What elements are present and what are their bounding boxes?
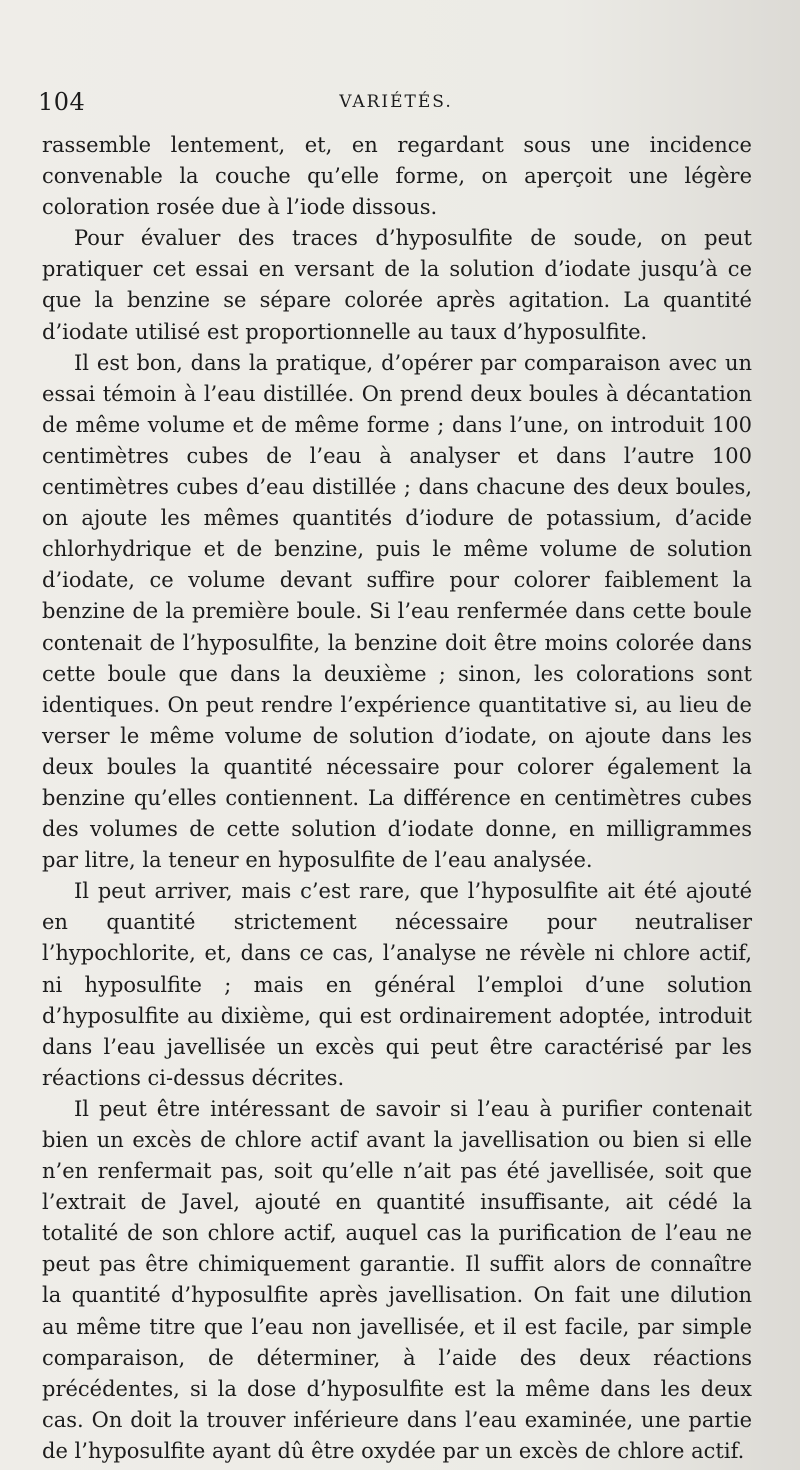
paragraph-continued: rassemble lentement, et, en regardant sous une incidence convenable la couche qu’elle forme, on aperçoit une légère coloration rosée due à l’iode dissous. bbox=[42, 133, 752, 220]
paragraph: Il peut arriver, mais c’est rare, que l’hyposulfite ait été ajouté en quantité strictement nécessaire pour neutraliser l’hypochlorite, et, dans ce cas, l’analyse ne révèle ni chlore actif, ni hyposulfite ; mais en général l’emploi d’une solution d’hyposulfite au dixième, qui est ordinairement adoptée, introduit dans l’eau javellisée un excès qui peut être caractérisé par les réactions ci-dessus décrites. bbox=[42, 879, 752, 1090]
running-title: VARIÉTÉS. bbox=[339, 92, 453, 112]
page-number: 104 bbox=[38, 88, 86, 116]
paragraph: Il peut être intéressant de savoir si l’eau à purifier contenait bien un excès de chlore actif avant la javellisation ou bien si elle n’en renfermait pas, soit qu’elle n’ait pas été javellisée, soit que l’extrait de Javel, ajouté en quantité insuffisante, ait cédé la totalité de son chlore actif, auquel cas la purification de l’eau ne peut pas être chimiquement garantie. Il suffit alors de connaître la quantité d’hyposulfite après javellisation. On fait une dilution au même titre que l’eau non javellisée, et il est facile, par simple comparaison, de déterminer, à l’aide des deux réactions précédentes, si la dose d’hyposulfite est la même dans les deux cas. On doit la trouver inférieure dans l’eau examinée, une partie de l’hyposulfite ayant dû être oxydée par un excès de chlore actif. bbox=[42, 1096, 752, 1463]
page-header bbox=[38, 88, 754, 118]
text-body bbox=[42, 130, 752, 1467]
paragraph: Il est bon, dans la pratique, d’opérer par comparaison avec un essai témoin à l’eau distillée. On prend deux boules à décantation de même volume et de même forme ; dans l’une, on introduit 100 centimètres cubes de l’eau à analyser et dans l’autre 100 centimètres cubes d’eau distillée ; dans chacune des deux boules, on ajoute les mêmes quantités d’iodure de potassium, d’acide chlorhydrique et de benzine, puis le même volume de solution d’iodate, ce volume devant suffire pour colorer faiblement la benzine de la première boule. Si l’eau renfermée dans cette boule contenait de l’hyposulfite, la benzine doit être moins colorée dans cette boule que dans la deuxième ; sinon, les colorations sont identiques. On peut rendre l’expérience quantitative si, au lieu de verser le même volume de solution d’iodate, on ajoute dans les deux boules la quantité nécessaire pour colorer également la benzine qu’elles contiennent. La différence en centimètres cubes des volumes de cette solution d’iodate donne, en milligrammes par litre, la teneur en hyposulfite de l’eau analysée. bbox=[42, 350, 752, 873]
paragraph: Pour évaluer des traces d’hyposulfite de soude, on peut pratiquer cet essai en versant de la solution d’iodate jusqu’à ce que la benzine se sépare colorée après agitation. La quantité d’iodate utilisé est proportionnelle au taux d’hyposulfite. bbox=[42, 226, 752, 344]
